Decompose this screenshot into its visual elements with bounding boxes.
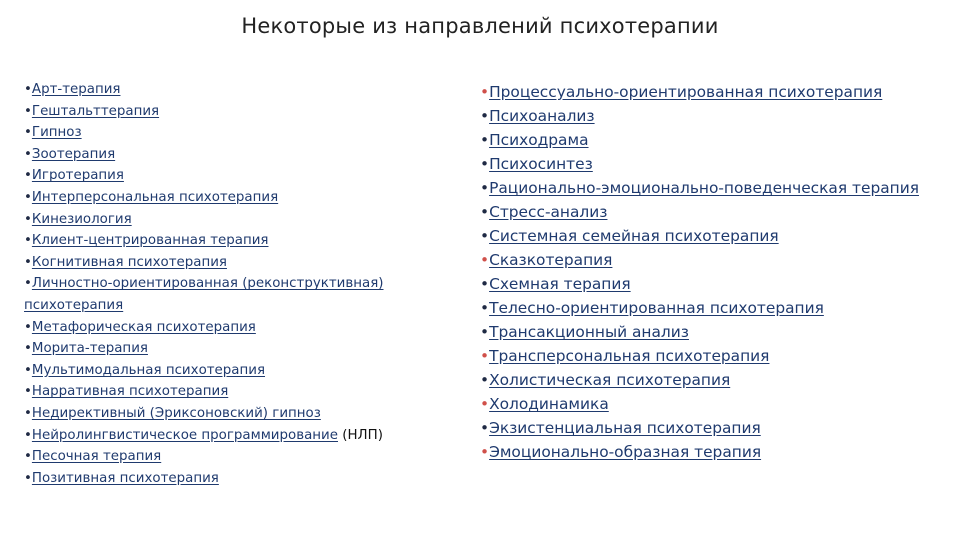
bullet-icon: • [24, 276, 32, 292]
list-item [480, 200, 950, 224]
list-item [480, 248, 950, 272]
therapy-link[interactable]: Телесно-ориентированная психотерапия [489, 299, 824, 317]
therapy-link[interactable]: Метафорическая психотерапия [31, 319, 256, 335]
bullet-icon: • [480, 443, 490, 461]
list-item [24, 122, 444, 144]
list-item [480, 320, 950, 344]
therapy-link[interactable]: Игротерапия [31, 168, 124, 184]
therapy-link[interactable]: Психодрама [489, 131, 589, 149]
bullet-icon: • [24, 427, 32, 443]
therapy-link[interactable]: Песочная терапия [31, 449, 162, 465]
bullet-icon: • [480, 131, 490, 149]
therapy-link[interactable]: Личностно-ориентированная (реконструктивная) психотерапия [24, 276, 384, 313]
bullet-icon: • [24, 341, 32, 357]
therapy-link[interactable]: Холистическая психотерапия [489, 371, 731, 389]
therapy-link[interactable]: Арт-терапия [31, 82, 121, 97]
therapy-link[interactable]: Морита-терапия [31, 341, 148, 357]
bullet-icon: • [480, 323, 490, 341]
list-item [480, 224, 950, 248]
therapy-link[interactable]: Кинезиология [31, 211, 132, 227]
therapy-link[interactable]: Гештальттерапия [31, 103, 160, 119]
bullet-icon: • [24, 125, 32, 141]
nlp-abbreviation: (НЛП) [338, 427, 383, 443]
list-item [24, 101, 444, 123]
bullet-icon: • [24, 82, 32, 97]
therapy-link[interactable]: Когнитивная психотерапия [31, 254, 227, 270]
list-item [24, 360, 444, 382]
list-item [480, 296, 950, 320]
therapy-link[interactable]: Психосинтез [489, 155, 593, 173]
bullet-icon: • [480, 227, 490, 245]
therapy-link[interactable]: Зоотерапия [31, 146, 116, 162]
list-item [480, 392, 950, 416]
bullet-icon: • [24, 103, 32, 119]
bullet-icon: • [24, 189, 32, 205]
bullet-icon: • [480, 395, 490, 413]
therapy-link[interactable]: Мультимодальная психотерапия [31, 362, 266, 378]
therapy-link[interactable]: Клиент-центрированная терапия [31, 233, 269, 249]
list-item [24, 446, 444, 468]
bullet-icon: • [24, 362, 32, 378]
list-item [24, 425, 444, 447]
bullet-icon: • [480, 419, 490, 437]
list-item [480, 272, 950, 296]
left-therapy-list [24, 79, 444, 489]
therapy-link[interactable]: Процессуально-ориентированная психотерапия [489, 83, 883, 101]
bullet-icon: • [24, 319, 32, 335]
bullet-icon: • [480, 107, 490, 125]
therapy-link[interactable]: Позитивная психотерапия [31, 470, 219, 486]
therapy-link[interactable]: Трансперсональная психотерапия [489, 347, 770, 365]
list-item [24, 338, 444, 360]
therapy-link[interactable]: Недирективный (Эриксоновский) гипноз [31, 405, 321, 421]
bullet-icon: • [480, 347, 490, 365]
therapy-link[interactable]: Эмоционально-образная терапия [489, 443, 762, 461]
list-item [24, 209, 444, 231]
bullet-icon: • [480, 203, 490, 221]
list-item [24, 165, 444, 187]
list-item [480, 128, 950, 152]
list-item [24, 252, 444, 274]
list-item [480, 176, 950, 200]
bullet-icon: • [480, 155, 490, 173]
list-item [24, 403, 444, 425]
list-item [480, 440, 950, 464]
therapy-link[interactable]: Стресс-анализ [489, 203, 608, 221]
list-item [24, 468, 444, 490]
bullet-icon: • [24, 470, 32, 486]
bullet-icon: • [24, 254, 32, 270]
bullet-icon: • [480, 179, 490, 197]
slide-title: Некоторые из направлений психотерапии [241, 14, 719, 38]
list-item [24, 79, 444, 101]
therapy-link[interactable]: Трансакционный анализ [489, 323, 689, 341]
bullet-icon: • [24, 405, 32, 421]
bullet-icon: • [480, 275, 490, 293]
list-item [24, 230, 444, 252]
bullet-icon: • [24, 211, 32, 227]
therapy-link[interactable]: Схемная терапия [489, 275, 631, 293]
therapy-link[interactable]: Рационально-эмоционально-поведенческая терапия [489, 179, 919, 197]
therapy-link[interactable]: Нейролингвистическое программирование [31, 427, 338, 443]
list-item [24, 317, 444, 339]
therapy-link[interactable]: Гипноз [31, 125, 82, 141]
list-item [24, 273, 444, 316]
therapy-link[interactable]: Сказкотерапия [489, 251, 613, 269]
list-item [480, 104, 950, 128]
list-item [480, 368, 950, 392]
therapy-link[interactable]: Нарративная психотерапия [31, 384, 229, 400]
bullet-icon: • [24, 384, 32, 400]
bullet-icon: • [480, 371, 490, 389]
list-item [480, 344, 950, 368]
list-item [24, 187, 444, 209]
list-item [480, 80, 950, 104]
bullet-icon: • [24, 449, 32, 465]
bullet-icon: • [24, 146, 32, 162]
therapy-link[interactable]: Экзистенциальная психотерапия [489, 419, 761, 437]
bullet-icon: • [24, 233, 32, 249]
bullet-icon: • [480, 299, 490, 317]
list-item [24, 381, 444, 403]
list-item [480, 416, 950, 440]
list-item [480, 152, 950, 176]
list-item [24, 144, 444, 166]
therapy-link[interactable]: Холодинамика [489, 395, 609, 413]
bullet-icon: • [480, 83, 490, 101]
bullet-icon: • [480, 251, 490, 269]
bullet-icon: • [24, 168, 32, 184]
right-therapy-list [480, 80, 950, 464]
therapy-link[interactable]: Системная семейная психотерапия [489, 227, 779, 245]
therapy-link[interactable]: Психоанализ [489, 107, 595, 125]
therapy-link[interactable]: Интерперсональная психотерапия [31, 189, 279, 205]
